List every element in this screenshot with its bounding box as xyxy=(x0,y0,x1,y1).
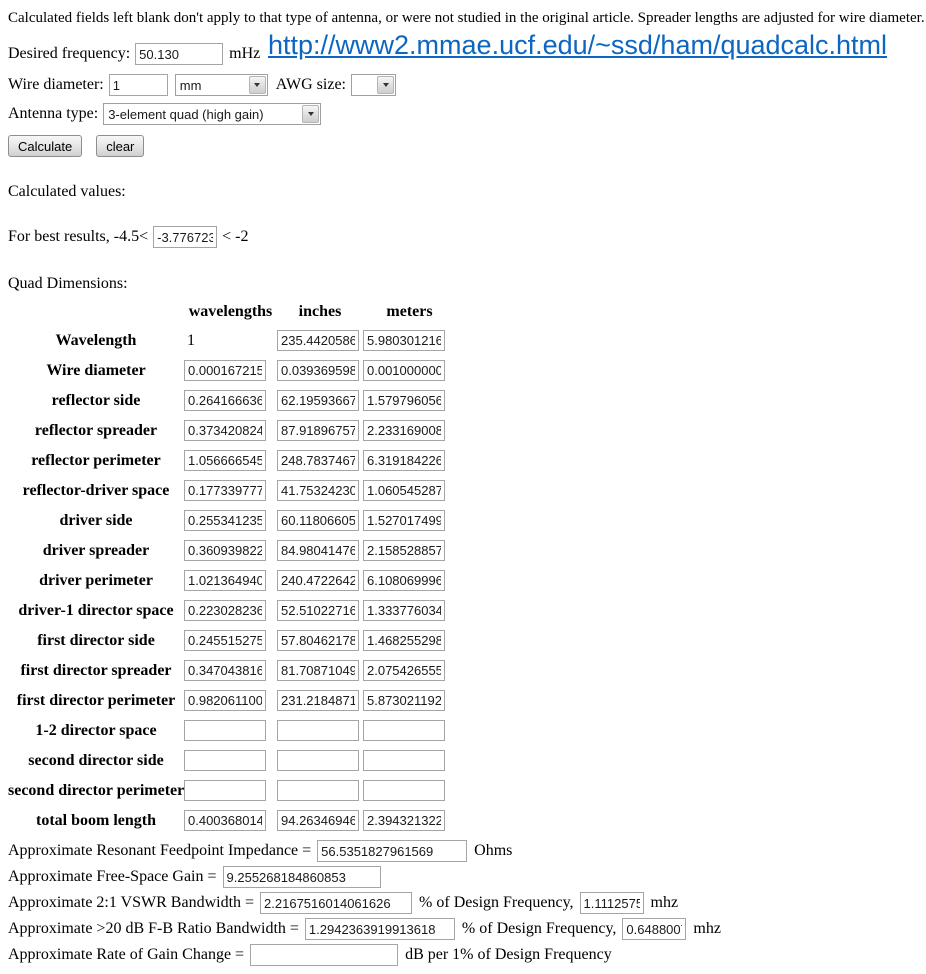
dimension-value-input[interactable] xyxy=(363,600,445,621)
button-row xyxy=(8,135,918,157)
dimension-value-input[interactable] xyxy=(184,690,266,711)
desired-frequency-input[interactable] xyxy=(135,43,223,65)
dimension-value-input[interactable] xyxy=(184,570,266,591)
best-results-input[interactable] xyxy=(153,226,217,248)
antenna-type-select[interactable] xyxy=(103,103,321,125)
dimension-row-label: driver-1 director space xyxy=(18,601,174,619)
calculate-button[interactable]: Calculate xyxy=(8,135,82,157)
dimension-row-label: 1-2 director space xyxy=(35,721,157,739)
dimension-value-input[interactable] xyxy=(363,540,445,561)
wire-diameter-label: Wire diameter: xyxy=(8,76,104,93)
dimension-value-input[interactable] xyxy=(277,720,359,741)
dimension-value-input[interactable] xyxy=(277,390,359,411)
dimension-value-input[interactable] xyxy=(363,750,445,771)
free-space-gain-label: Approximate Free-Space Gain = xyxy=(8,868,217,885)
gain-change-row xyxy=(8,944,918,966)
dimension-value-input[interactable] xyxy=(277,540,359,561)
dimension-value-input[interactable] xyxy=(363,390,445,411)
quad-dimensions-label: Quad Dimensions: xyxy=(8,275,128,292)
dimension-value-input[interactable] xyxy=(277,750,359,771)
vswr-bandwidth-label: Approximate 2:1 VSWR Bandwidth = xyxy=(8,894,255,911)
dimension-value-input[interactable] xyxy=(363,570,445,591)
dimension-row-label: Wavelength xyxy=(55,331,137,349)
dimension-value-input[interactable] xyxy=(277,690,359,711)
calculated-values-label: Calculated values: xyxy=(8,183,126,200)
page-url-link[interactable]: http://www2.mmae.ucf.edu/~ssd/ham/quadcalc.html xyxy=(268,30,888,60)
wire-diameter-input[interactable] xyxy=(109,74,168,96)
dimension-value-input[interactable] xyxy=(184,750,266,771)
wire-unit-select[interactable] xyxy=(175,74,268,96)
vswr-unit-label: mhz xyxy=(650,894,679,911)
wire-diameter-row xyxy=(8,74,918,96)
gain-change-label: Approximate Rate of Gain Change = xyxy=(8,946,245,963)
gain-change-input[interactable] xyxy=(250,944,398,966)
dimension-value-input[interactable] xyxy=(363,480,445,501)
dropdown-arrow-icon xyxy=(377,76,394,94)
dimension-value-input[interactable] xyxy=(363,330,445,351)
desired-frequency-label: Desired frequency: xyxy=(8,45,131,62)
best-results-row xyxy=(8,226,918,248)
quad-dimensions-table xyxy=(8,303,918,831)
dimension-value-input[interactable] xyxy=(277,780,359,801)
dimension-value-input[interactable] xyxy=(277,450,359,471)
dimension-value-input[interactable] xyxy=(184,810,266,831)
dimension-value-input[interactable] xyxy=(277,630,359,651)
dimension-row-label: second director side xyxy=(28,751,164,769)
free-space-gain-input[interactable] xyxy=(223,866,381,888)
col-header-wavelengths: wavelengths xyxy=(188,303,273,320)
summary-section xyxy=(8,840,918,966)
dimension-value-input[interactable] xyxy=(363,630,445,651)
dimension-row-label: driver side xyxy=(59,511,133,529)
dimension-value-input[interactable] xyxy=(184,630,266,651)
dimension-value-input[interactable] xyxy=(363,810,445,831)
dimension-row-label: Wire diameter xyxy=(46,361,146,379)
dimension-value-input[interactable] xyxy=(184,540,266,561)
dimension-value-input[interactable] xyxy=(277,660,359,681)
dimension-value-input[interactable] xyxy=(363,510,445,531)
vswr-mhz-input[interactable] xyxy=(580,892,644,914)
dimension-value-input[interactable] xyxy=(363,360,445,381)
wavelength-value-text: 1 xyxy=(187,331,195,349)
dimension-row-label: reflector-driver space xyxy=(22,481,170,499)
dimension-value-input[interactable] xyxy=(363,690,445,711)
dimension-row-label: driver perimeter xyxy=(39,571,153,589)
antenna-type-label: Antenna type: xyxy=(8,105,99,122)
dimension-row-label: driver spreader xyxy=(42,541,150,559)
dimension-value-input[interactable] xyxy=(184,360,266,381)
dimension-value-input[interactable] xyxy=(184,420,266,441)
dimension-value-input[interactable] xyxy=(184,780,266,801)
dimension-value-input[interactable] xyxy=(184,480,266,501)
antenna-type-row xyxy=(8,103,918,125)
dimension-row-label: reflector side xyxy=(51,391,141,409)
dimension-value-input[interactable] xyxy=(363,660,445,681)
fb-ratio-mid-label: % of Design Frequency, xyxy=(461,920,617,937)
vswr-mid-label: % of Design Frequency, xyxy=(419,894,574,911)
gain-change-unit-label: dB per 1% of Design Frequency xyxy=(405,946,612,963)
dimension-value-input[interactable] xyxy=(184,510,266,531)
free-space-gain-row xyxy=(8,866,918,888)
best-results-suffix: < -2 xyxy=(222,228,249,245)
dimension-value-input[interactable] xyxy=(277,480,359,501)
dimension-value-input[interactable] xyxy=(277,600,359,621)
dimension-value-input[interactable] xyxy=(184,660,266,681)
frequency-unit-label: mHz xyxy=(229,45,261,62)
vswr-bandwidth-input[interactable] xyxy=(260,892,412,914)
awg-size-select[interactable] xyxy=(351,74,396,96)
dimension-row-label: first director spreader xyxy=(20,661,172,679)
antenna-type-selected-value: 3-element quad (high gain) xyxy=(108,106,264,122)
wire-unit-selected-value: mm xyxy=(179,77,202,93)
impedance-row xyxy=(8,840,918,862)
best-results-prefix: For best results, -4.5< xyxy=(8,228,149,245)
dimension-value-input[interactable] xyxy=(277,810,359,831)
dimension-value-input[interactable] xyxy=(184,450,266,471)
dropdown-arrow-icon xyxy=(302,105,319,123)
dimension-row-label: first director side xyxy=(37,631,155,649)
clear-button[interactable]: clear xyxy=(96,135,144,157)
dimension-row-label: second director perimeter xyxy=(8,781,185,799)
fb-ratio-label: Approximate >20 dB F-B Ratio Bandwidth = xyxy=(8,920,299,937)
dimension-value-input[interactable] xyxy=(184,720,266,741)
col-header-meters: meters xyxy=(386,303,433,320)
dimension-value-input[interactable] xyxy=(277,330,359,351)
header-note: Calculated fields left blank don't apply to that type of antenna, or were not studied in the original article. Spreader lengths are adjusted for wire diameter. xyxy=(8,10,925,26)
dimension-row-label: reflector spreader xyxy=(34,421,158,439)
impedance-unit-label: Ohms xyxy=(474,842,513,859)
dropdown-arrow-icon xyxy=(249,76,266,94)
vswr-bandwidth-row xyxy=(8,892,918,914)
awg-size-label: AWG size: xyxy=(275,76,346,93)
impedance-input[interactable] xyxy=(317,840,467,862)
dimension-row-label: reflector perimeter xyxy=(31,451,161,469)
dimension-value-input[interactable] xyxy=(363,450,445,471)
dimension-value-input[interactable] xyxy=(363,720,445,741)
col-header-inches: inches xyxy=(298,303,342,320)
fb-ratio-unit-label: mhz xyxy=(693,920,721,937)
dimension-value-input[interactable] xyxy=(277,360,359,381)
impedance-label: Approximate Resonant Feedpoint Impedance = xyxy=(8,842,312,859)
dimension-row-label: total boom length xyxy=(36,811,156,829)
dimension-value-input[interactable] xyxy=(184,600,266,621)
dimension-value-input[interactable] xyxy=(277,570,359,591)
dimension-row-label: first director perimeter xyxy=(16,691,176,709)
dimension-value-input[interactable] xyxy=(363,420,445,441)
dimension-value-input[interactable] xyxy=(277,420,359,441)
dimension-value-input[interactable] xyxy=(184,390,266,411)
dimension-value-input[interactable] xyxy=(363,780,445,801)
dimension-value-input[interactable] xyxy=(277,510,359,531)
